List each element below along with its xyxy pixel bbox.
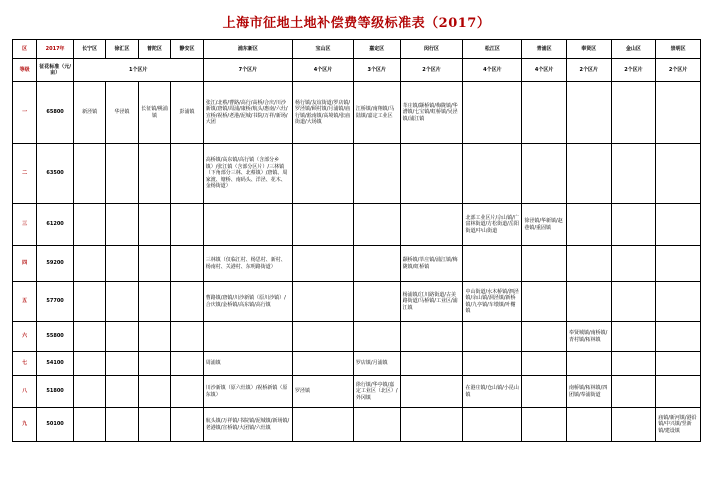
cell-value (172, 172, 201, 176)
header-cell-xuhui: 徐汇区 (106, 40, 138, 59)
page-title: 上海市征地土地补偿费等级标准表（2017） (222, 16, 491, 31)
cell-value (107, 390, 136, 394)
header-cell-minhang: 闵行区 (400, 40, 463, 59)
cell-value (657, 300, 699, 304)
count-songjiang: 4个区片 (463, 59, 522, 82)
cell-value (107, 300, 136, 304)
cell-value (568, 172, 610, 176)
cell-value (205, 335, 291, 339)
row-price: 61200 (37, 204, 74, 246)
cell-value: 颛桥镇/莘庄镇/浦江镇/梅陇镇/虹桥镇 (402, 257, 458, 270)
cell-value (568, 262, 610, 266)
cell-value (402, 335, 462, 339)
cell-value (613, 390, 655, 394)
cell-value (355, 300, 399, 304)
count-jinshan: 2个区片 (611, 59, 656, 82)
cell-value: 杨浦镇/江川路街道/古美路街道/马桥镇/工业区/浦江镇 (402, 291, 458, 311)
row-grade: 九 (13, 408, 37, 442)
cell-value (464, 111, 520, 115)
cell-value (402, 423, 462, 427)
cell-value (75, 223, 104, 227)
cell-value: 彭浦镇 (179, 109, 195, 116)
count-baoshan: 4个区片 (293, 59, 354, 82)
cell-value (75, 423, 104, 427)
header-cell-jinshan: 金山区 (611, 40, 656, 59)
cell-value (140, 300, 169, 304)
cell-value (355, 262, 399, 266)
cell-value (613, 262, 655, 266)
table-row (13, 352, 701, 376)
cell-value (107, 223, 136, 227)
row-price: 54100 (37, 352, 74, 376)
cell-value: 徐行镇/华亭镇/嘉定工业区（北区）/外冈镇 (355, 381, 398, 401)
cell-value (140, 172, 169, 176)
header-cell-chongming: 崇明区 (656, 40, 701, 59)
cell-value (568, 362, 610, 366)
cell-value (402, 172, 462, 176)
cell-value (294, 262, 352, 266)
cell-value (464, 423, 520, 427)
cell-value (613, 111, 655, 115)
row-grade: 一 (13, 82, 37, 144)
cell-value (107, 172, 136, 176)
cell-value (464, 262, 520, 266)
cell-value (523, 423, 565, 427)
cell-value: 奉贤城镇/南桥镇/青村镇/柘林镇 (568, 330, 608, 343)
cell-value (355, 335, 399, 339)
cell-value (172, 390, 201, 394)
cell-value: 华泾镇 (114, 109, 130, 116)
cell-value (294, 223, 352, 227)
cell-value (75, 262, 104, 266)
cell-value (568, 423, 610, 427)
row-grade: 四 (13, 246, 37, 282)
row-grade: 二 (13, 144, 37, 204)
cell-value (294, 423, 352, 427)
cell-value (107, 335, 136, 339)
cell-value (107, 362, 136, 366)
land-compensation-table (12, 39, 701, 442)
cell-value: 罗店镇/月浦镇 (355, 360, 388, 367)
cell-value (657, 390, 699, 394)
cell-value (172, 362, 201, 366)
row-price: 51800 (37, 376, 74, 408)
cell-value (355, 223, 399, 227)
row-price: 63500 (37, 144, 74, 204)
cell-value (523, 390, 565, 394)
cell-value (568, 223, 610, 227)
cell-value (657, 335, 699, 339)
table-row (13, 408, 701, 442)
cell-value (107, 423, 136, 427)
cell-value (464, 362, 520, 366)
cell-value (172, 223, 201, 227)
count-qingpu: 4个区片 (522, 59, 567, 82)
cell-value: 新泾镇 (82, 109, 98, 116)
row-price: 55800 (37, 322, 74, 352)
cell-value (140, 262, 169, 266)
cell-value: 杨行镇/友谊街道/罗店镇/罗泾镇/顾村镇/月浦镇/庙行镇/淞南镇/高境镇/张庙街道/大场镇 (295, 99, 351, 125)
cell-value: 高桥镇/高东镇/高行镇（含部分乡镇）/张江镇（含部分区片）/三林镇（下角部分三林、北蔡镇）/唐镇、周家渡、塘桥、南码头、洋泾、花木、金杨街道） (205, 157, 288, 190)
header-cell-pudong: 浦东新区 (203, 40, 292, 59)
row-price: 50100 (37, 408, 74, 442)
cell-value (75, 172, 104, 176)
row-grade: 六 (13, 322, 37, 352)
cell-value (523, 262, 565, 266)
cell-value (657, 262, 699, 266)
cell-value (172, 300, 201, 304)
grade-label: 等级 (13, 59, 37, 82)
cell-value (75, 362, 104, 366)
header-cell-jingan: 静安区 (171, 40, 203, 59)
header-cell-region: 区 (13, 40, 37, 59)
row-price: 57700 (37, 282, 74, 322)
cell-value (402, 362, 462, 366)
cell-value: 周浦镇 (205, 360, 221, 367)
cell-value (657, 172, 699, 176)
cell-value (464, 172, 520, 176)
table-row (13, 82, 701, 144)
cell-value: 罗泾镇 (295, 388, 311, 395)
cell-value: 川沙新镇（原六灶镇）/祝桥新镇（原东镇） (205, 385, 288, 398)
count-fengxian: 2个区片 (566, 59, 611, 82)
cell-value: 南桥镇/柘林镇/四团镇/奉浦街道 (568, 385, 608, 398)
cell-value (613, 423, 655, 427)
header-cell-qingpu: 青浦区 (522, 40, 567, 59)
cell-value (294, 335, 352, 339)
cell-value: 曹路镇/唐镇/川沙新镇（原川沙镇）/合庆镇/金桥镇/高东镇/高行镇 (205, 295, 286, 308)
cell-value: 莘庄镇/颛桥镇/梅陇镇/华漕镇/七宝镇/虹桥镇/吴泾镇/浦江镇 (402, 102, 458, 122)
cell-value (523, 111, 565, 115)
cell-value (523, 335, 565, 339)
table-header-row (13, 40, 701, 59)
cell-value (402, 390, 462, 394)
cell-value: 庙镇/新河镇/港沿镇/中兴镇/竖新镇/建设镇 (658, 414, 697, 434)
cell-value (140, 423, 169, 427)
header-cell-fengxian: 奉贤区 (566, 40, 611, 59)
cell-value: 中山街道/水木桥镇/泗泾镇/余山镇/洞泾镇/新桥镇/九亭镇/车墩镇/叶榭镇 (465, 288, 519, 314)
row-grade: 七 (13, 352, 37, 376)
cell-value (523, 172, 565, 176)
cell-value: 张江/北蔡/曹路/高行/高桥/合庆/川沙新镇/唐镇/周浦/康桥/航头/惠南/六灶/宣桥/祝桥/老港/泥城/书院/万祥/新场/大团 (205, 99, 288, 125)
header-cell-jiading: 嘉定区 (353, 40, 400, 59)
header-cell-year: 2017年 (37, 40, 74, 59)
cell-value (402, 223, 462, 227)
cell-value (140, 390, 169, 394)
row-grade: 八 (13, 376, 37, 408)
cell-value (75, 300, 104, 304)
cell-value: 在港庄镇/仓山镇/小昆山镇 (465, 385, 519, 398)
cell-value (613, 335, 655, 339)
cell-value (613, 300, 655, 304)
cell-value (205, 223, 291, 227)
cell-value (75, 390, 104, 394)
cell-value: 北部工业区片/佘山镇/广富林街道/方松街道/岳阳街道/中山街道 (465, 214, 519, 234)
cell-value (172, 335, 201, 339)
cell-value (613, 172, 655, 176)
header-cell-baoshan: 宝山区 (293, 40, 354, 59)
cell-value: 长征镇/桃浦镇 (141, 106, 168, 119)
cell-value (568, 111, 610, 115)
row-price: 59200 (37, 246, 74, 282)
cell-value (107, 262, 136, 266)
cell-value (294, 300, 352, 304)
cell-value (355, 172, 399, 176)
cell-value (294, 172, 352, 176)
standard-label: 征花标准（元/亩） (37, 59, 74, 82)
cell-value (523, 362, 565, 366)
count-pudong: 7个区片 (203, 59, 292, 82)
header-cell-songjiang: 松江区 (463, 40, 522, 59)
table-row (13, 322, 701, 352)
header-cell-putuo: 普陀区 (138, 40, 170, 59)
header-cell-changning: 长宁区 (73, 40, 105, 59)
row-price: 65800 (37, 82, 74, 144)
cell-value (523, 300, 565, 304)
cell-value (613, 223, 655, 227)
cell-value (355, 423, 399, 427)
cell-value (294, 362, 352, 366)
grade-standard-row (13, 59, 701, 82)
cell-value (657, 111, 699, 115)
cell-value (140, 362, 169, 366)
table-row (13, 376, 701, 408)
table-row (13, 246, 701, 282)
table-row (13, 282, 701, 322)
table-row (13, 204, 701, 246)
cell-value (657, 223, 699, 227)
count-chongming: 2个区片 (656, 59, 701, 82)
count-changning-group: 1个区片 (73, 59, 203, 82)
cell-value (172, 262, 201, 266)
cell-value: 航头镇/万祥镇/书院镇/泥城镇/新场镇/老港镇/宣桥镇/大团镇/六灶镇 (205, 418, 290, 431)
cell-value (140, 335, 169, 339)
row-grade: 五 (13, 282, 37, 322)
cell-value (172, 423, 201, 427)
cell-value (568, 300, 610, 304)
table-row (13, 144, 701, 204)
cell-value: 三林镇（仅临江村、杨思村、新村、杨南村、关港村、东明路街道） (205, 257, 286, 270)
cell-value: 江桥镇/南翔镇/马陆镇/嘉定工业区 (355, 106, 395, 119)
count-jiading: 3个区片 (353, 59, 400, 82)
count-minhang: 2个区片 (400, 59, 463, 82)
cell-value (464, 335, 520, 339)
cell-value (613, 362, 655, 366)
row-grade: 三 (13, 204, 37, 246)
cell-value (140, 223, 169, 227)
cell-value (75, 335, 104, 339)
cell-value: 徐泾镇/华新镇/赵巷镇/重固镇 (524, 218, 563, 231)
cell-value (657, 362, 699, 366)
